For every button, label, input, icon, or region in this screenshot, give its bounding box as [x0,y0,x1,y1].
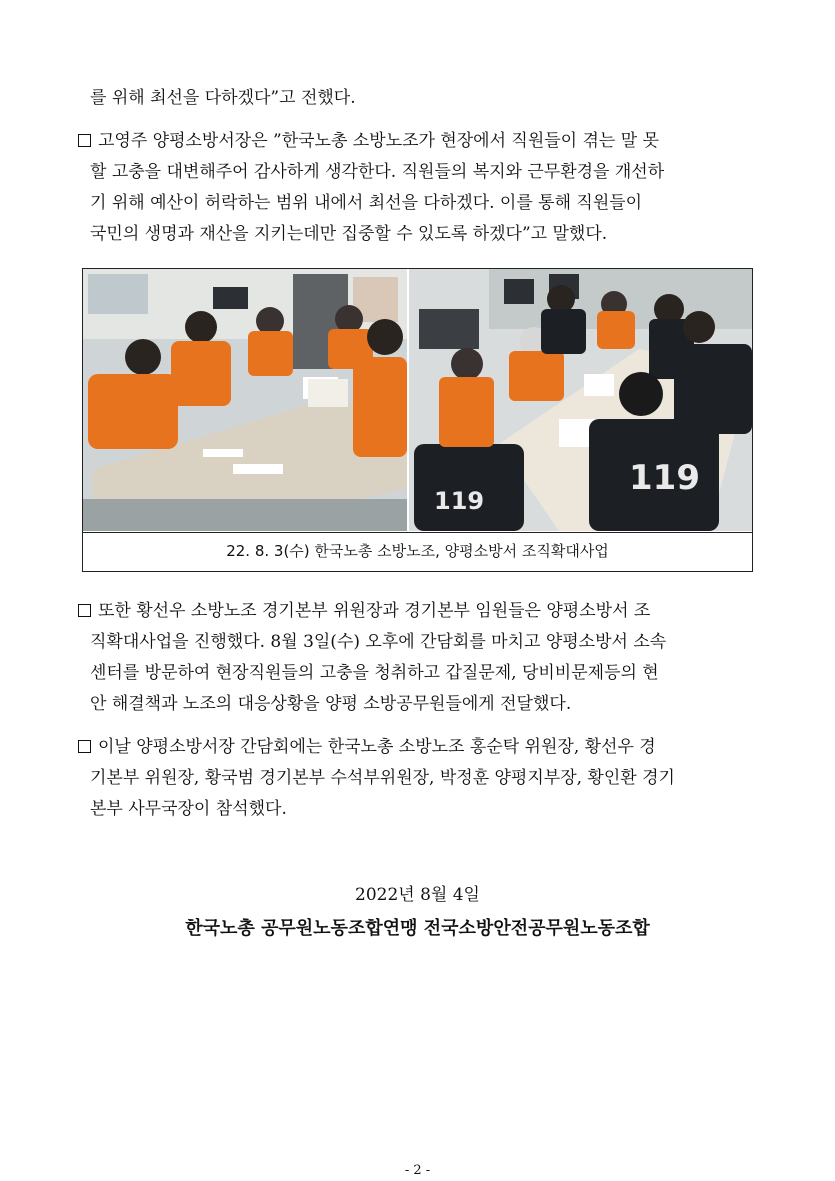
shirt-print-text: 119 [629,458,700,498]
paragraph-line: 이날 양평소방서장 간담회에는 한국노총 소방노조 홍순탁 위원장, 황선우 경 [78,735,656,759]
meeting-photo-left [83,269,407,531]
paragraph-line: 직확대사업을 진행했다. 8월 3일(수) 오후에 간담회를 마치고 양평소방서 소속 [90,632,667,652]
paragraph-line: 할 고충을 대변해주어 감사하게 생각한다. 직원들의 복지와 근무환경을 개선하 [90,162,665,182]
paragraph-line: 안 해결책과 노조의 대응상황을 양평 소방공무원들에게 전달했다. [90,694,572,714]
page-number: - 2 - [404,1163,431,1178]
paragraph-line: 센터를 방문하여 현장직원들의 고충을 청취하고 갑질문제, 당비비문제등의 현 [90,663,659,683]
shirt-print-text: 119 [434,487,485,515]
paragraph-line: 기본부 위원장, 황국범 경기본부 수석부위원장, 박정훈 양평지부장, 황인환 경기 [90,768,675,788]
photo-figure [82,268,753,572]
paragraph-line: 또한 황선우 소방노조 경기본부 위원장과 경기본부 임원들은 양평소방서 조 [78,599,650,623]
meeting-photo-right [409,269,752,531]
photo-caption: 22. 8. 3(수) 한국노총 소방노조, 양평소방서 조직확대사업 [83,532,752,571]
release-date: 2022년 8월 4일 [355,885,480,905]
organization-name: 한국노총 공무원노동조합연맹 전국소방안전공무원노동조합 [185,918,650,939]
paragraph-line: 국민의 생명과 재산을 지키는데만 집중할 수 있도록 하겠다”고 말했다. [90,224,608,244]
paragraph-line: 를 위해 최선을 다하겠다”고 전했다. [90,88,356,108]
paragraph-line: 본부 사무국장이 참석했다. [90,799,287,819]
checkbox-bullet-icon [78,134,91,147]
paragraph-line: 고영주 양평소방서장은 ”한국노총 소방노조가 현장에서 직원들이 겪는 말 못 [78,129,659,153]
paragraph-line: 기 위해 예산이 허락하는 범위 내에서 최선을 다하겠다. 이를 통해 직원들이 [90,193,643,213]
checkbox-bullet-icon [78,740,91,753]
checkbox-bullet-icon [78,604,91,617]
